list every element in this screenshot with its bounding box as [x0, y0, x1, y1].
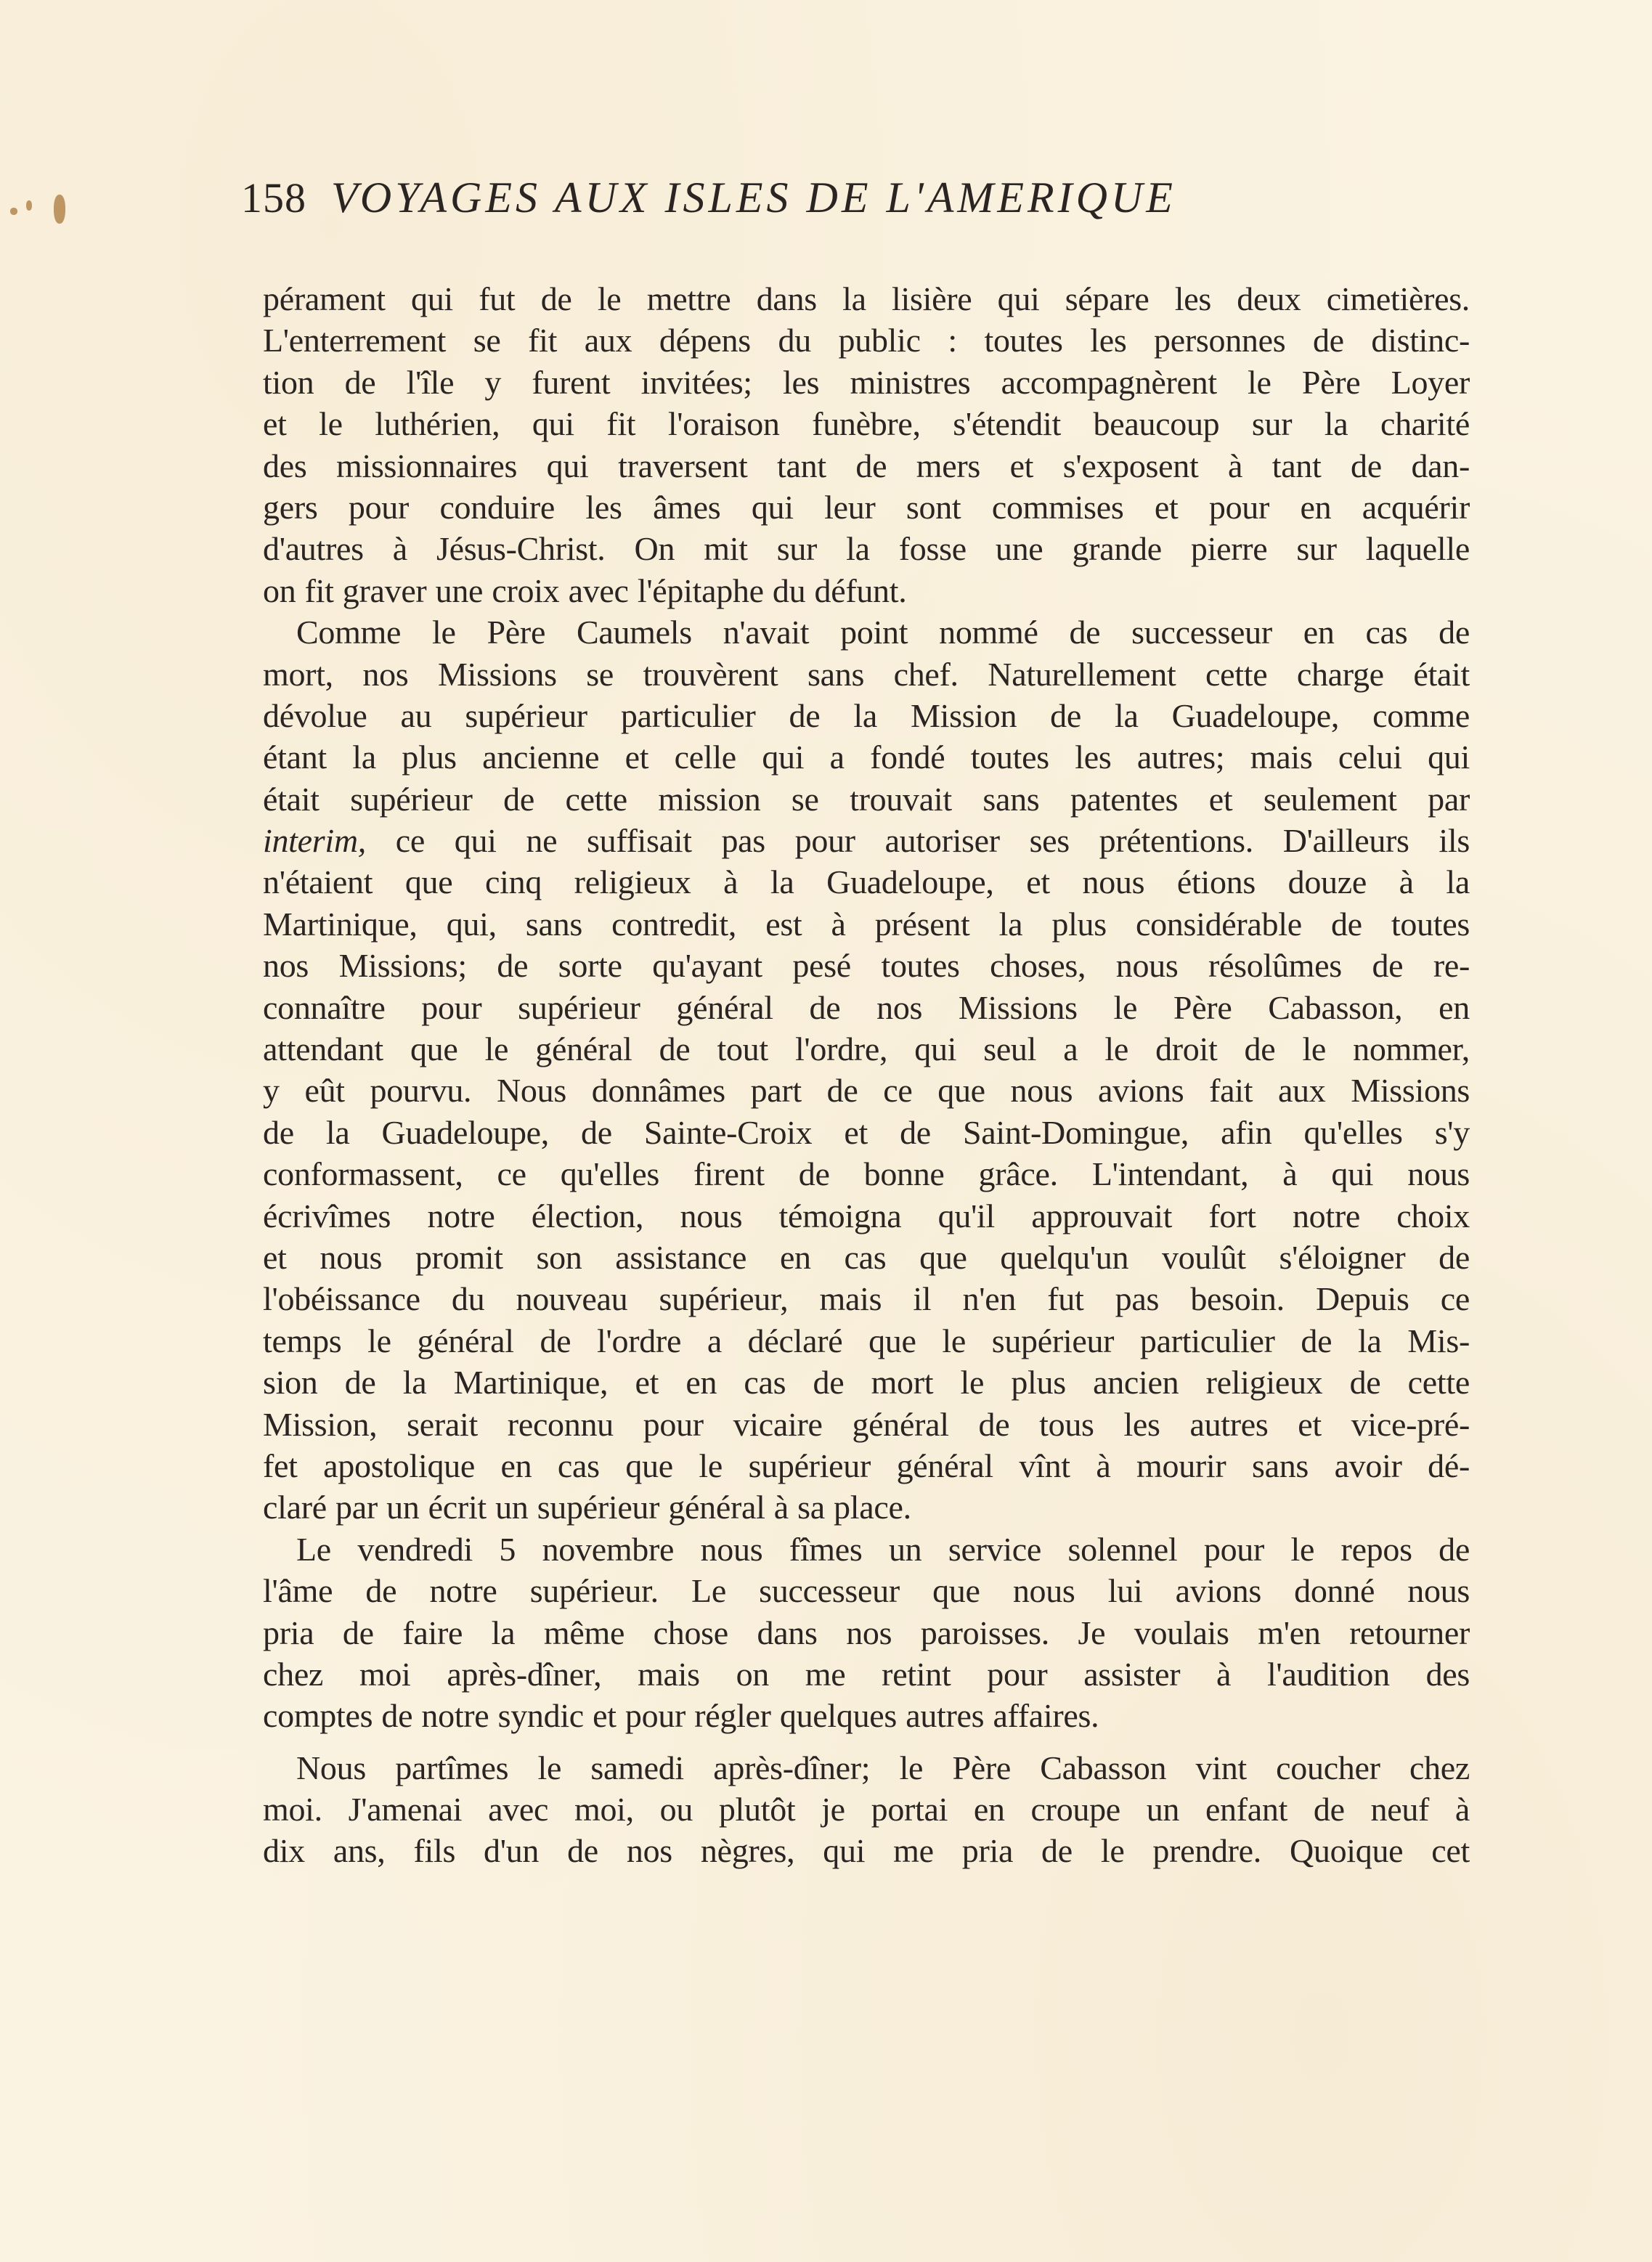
text-line: écrivîmes notre élection, nous témoigna qu'il approuvait fort notre choix — [263, 1197, 1470, 1234]
text-line: était supérieur de cette mission se trouvait sans patentes et seulement par — [263, 780, 1470, 818]
text-line: et le luthérien, qui fit l'oraison funèbre, s'étendit beaucoup sur la charité — [263, 405, 1470, 443]
text-line: gers pour conduire les âmes qui leur sont commises et pour en acquérir — [263, 488, 1470, 526]
text-line: Nous partîmes le samedi après-dîner; le Père Cabasson vint coucher chez — [296, 1749, 1470, 1786]
text-line: d'autres à Jésus-Christ. On mit sur la fosse une grande pierre sur laquelle — [263, 530, 1470, 568]
text-line: claré par un écrit un supérieur général à sa place. — [263, 1489, 911, 1526]
text-line: n'étaient que cinq religieux à la Guadeloupe, et nous étions douze à la — [263, 863, 1470, 901]
text-line: des missionnaires qui traversent tant de mers et s'exposent à tant de dan- — [263, 447, 1470, 484]
text-line: l'âme de notre supérieur. Le successeur que nous lui avions donné nous — [263, 1572, 1470, 1610]
text-line: conformassent, ce qu'elles firent de bonne grâce. L'intendant, à qui nous — [263, 1155, 1470, 1193]
stain-spot — [26, 200, 32, 211]
text-line: comptes de notre syndic et pour régler quelques autres affaires. — [263, 1697, 1099, 1735]
text-line: Mission, serait reconnu pour vicaire général de tous les autres et vice-pré- — [263, 1405, 1470, 1443]
text-line: dévolue au supérieur particulier de la Mission de la Guadeloupe, comme — [263, 696, 1470, 734]
paragraph — [263, 1747, 1470, 1872]
text-line: temps le général de l'ordre a déclaré que le supérieur particulier de la Mis- — [263, 1322, 1470, 1359]
text-line: y eût pourvu. Nous donnâmes part de ce que nous avions fait aux Missions — [263, 1072, 1470, 1110]
text-line: connaître pour supérieur général de nos Missions le Père Cabasson, en — [263, 988, 1470, 1026]
text-line: étant la plus ancienne et celle qui a fondé toutes les autres; mais celui qui — [263, 739, 1470, 776]
text-line: L'enterrement se fit aux dépens du public : toutes les personnes de distinc- — [263, 322, 1470, 359]
page-number: 158 — [241, 174, 306, 221]
running-head — [241, 173, 1476, 245]
text-line: tion de l'île y furent invitées; les ministres accompagnèrent le Père Loyer — [263, 363, 1470, 401]
text-line: l'obéissance du nouveau supérieur, mais il n'en fut pas besoin. Depuis ce — [263, 1280, 1470, 1318]
stain-spot — [54, 195, 65, 224]
text-line-rest: ce qui ne suffisait pas pour autoriser ses prétentions. D'ailleurs ils — [365, 822, 1470, 860]
text-line: mort, nos Missions se trouvèrent sans chef. Naturellement cette charge était — [263, 655, 1470, 693]
book-title: VOYAGES AUX ISLES DE L'AMERIQUE — [331, 174, 1176, 221]
text-line: Comme le Père Caumels n'avait point nommé de successeur en cas de — [296, 614, 1470, 651]
text-line: dix ans, fils d'un de nos nègres, qui me pria de le prendre. Quoique cet — [263, 1832, 1470, 1870]
text-line: on fit graver une croix avec l'épitaphe du défunt. — [263, 571, 907, 609]
ink-stain-mark — [10, 195, 61, 224]
text-line: fet apostolique en cas que le supérieur général vînt à mourir sans avoir dé- — [263, 1447, 1470, 1484]
paragraph — [263, 611, 1470, 1529]
text-line: Le vendredi 5 novembre nous fîmes un service solennel pour le repos de — [296, 1530, 1470, 1568]
italic-term: interim, — [263, 822, 366, 860]
paragraph — [263, 1529, 1470, 1737]
text-line-with-italic — [263, 820, 1470, 861]
text-line: pérament qui fut de le mettre dans la lisière qui sépare les deux cimetières. — [263, 280, 1470, 317]
text-line: moi. J'amenai avec moi, ou plutôt je portai en croupe un enfant de neuf à — [263, 1791, 1470, 1828]
body-text — [263, 278, 1470, 1872]
text-line: Martinique, qui, sans contredit, est à présent la plus considérable de toutes — [263, 905, 1470, 943]
text-line: nos Missions; de sorte qu'ayant pesé toutes choses, nous résolûmes de re- — [263, 947, 1470, 985]
paragraph — [263, 278, 1470, 611]
text-line: attendant que le général de tout l'ordre, qui seul a le droit de le nommer, — [263, 1030, 1470, 1068]
text-line: de la Guadeloupe, de Sainte-Croix et de Saint-Domingue, afin qu'elles s'y — [263, 1113, 1470, 1151]
text-line: sion de la Martinique, et en cas de mort le plus ancien religieux de cette — [263, 1364, 1470, 1401]
text-line: pria de faire la même chose dans nos paroisses. Je voulais m'en retourner — [263, 1614, 1470, 1651]
text-line: et nous promit son assistance en cas que quelqu'un voulût s'éloigner de — [263, 1238, 1470, 1276]
text-line: chez moi après-dîner, mais on me retint pour assister à l'audition des — [263, 1655, 1470, 1693]
stain-spot — [10, 208, 17, 215]
